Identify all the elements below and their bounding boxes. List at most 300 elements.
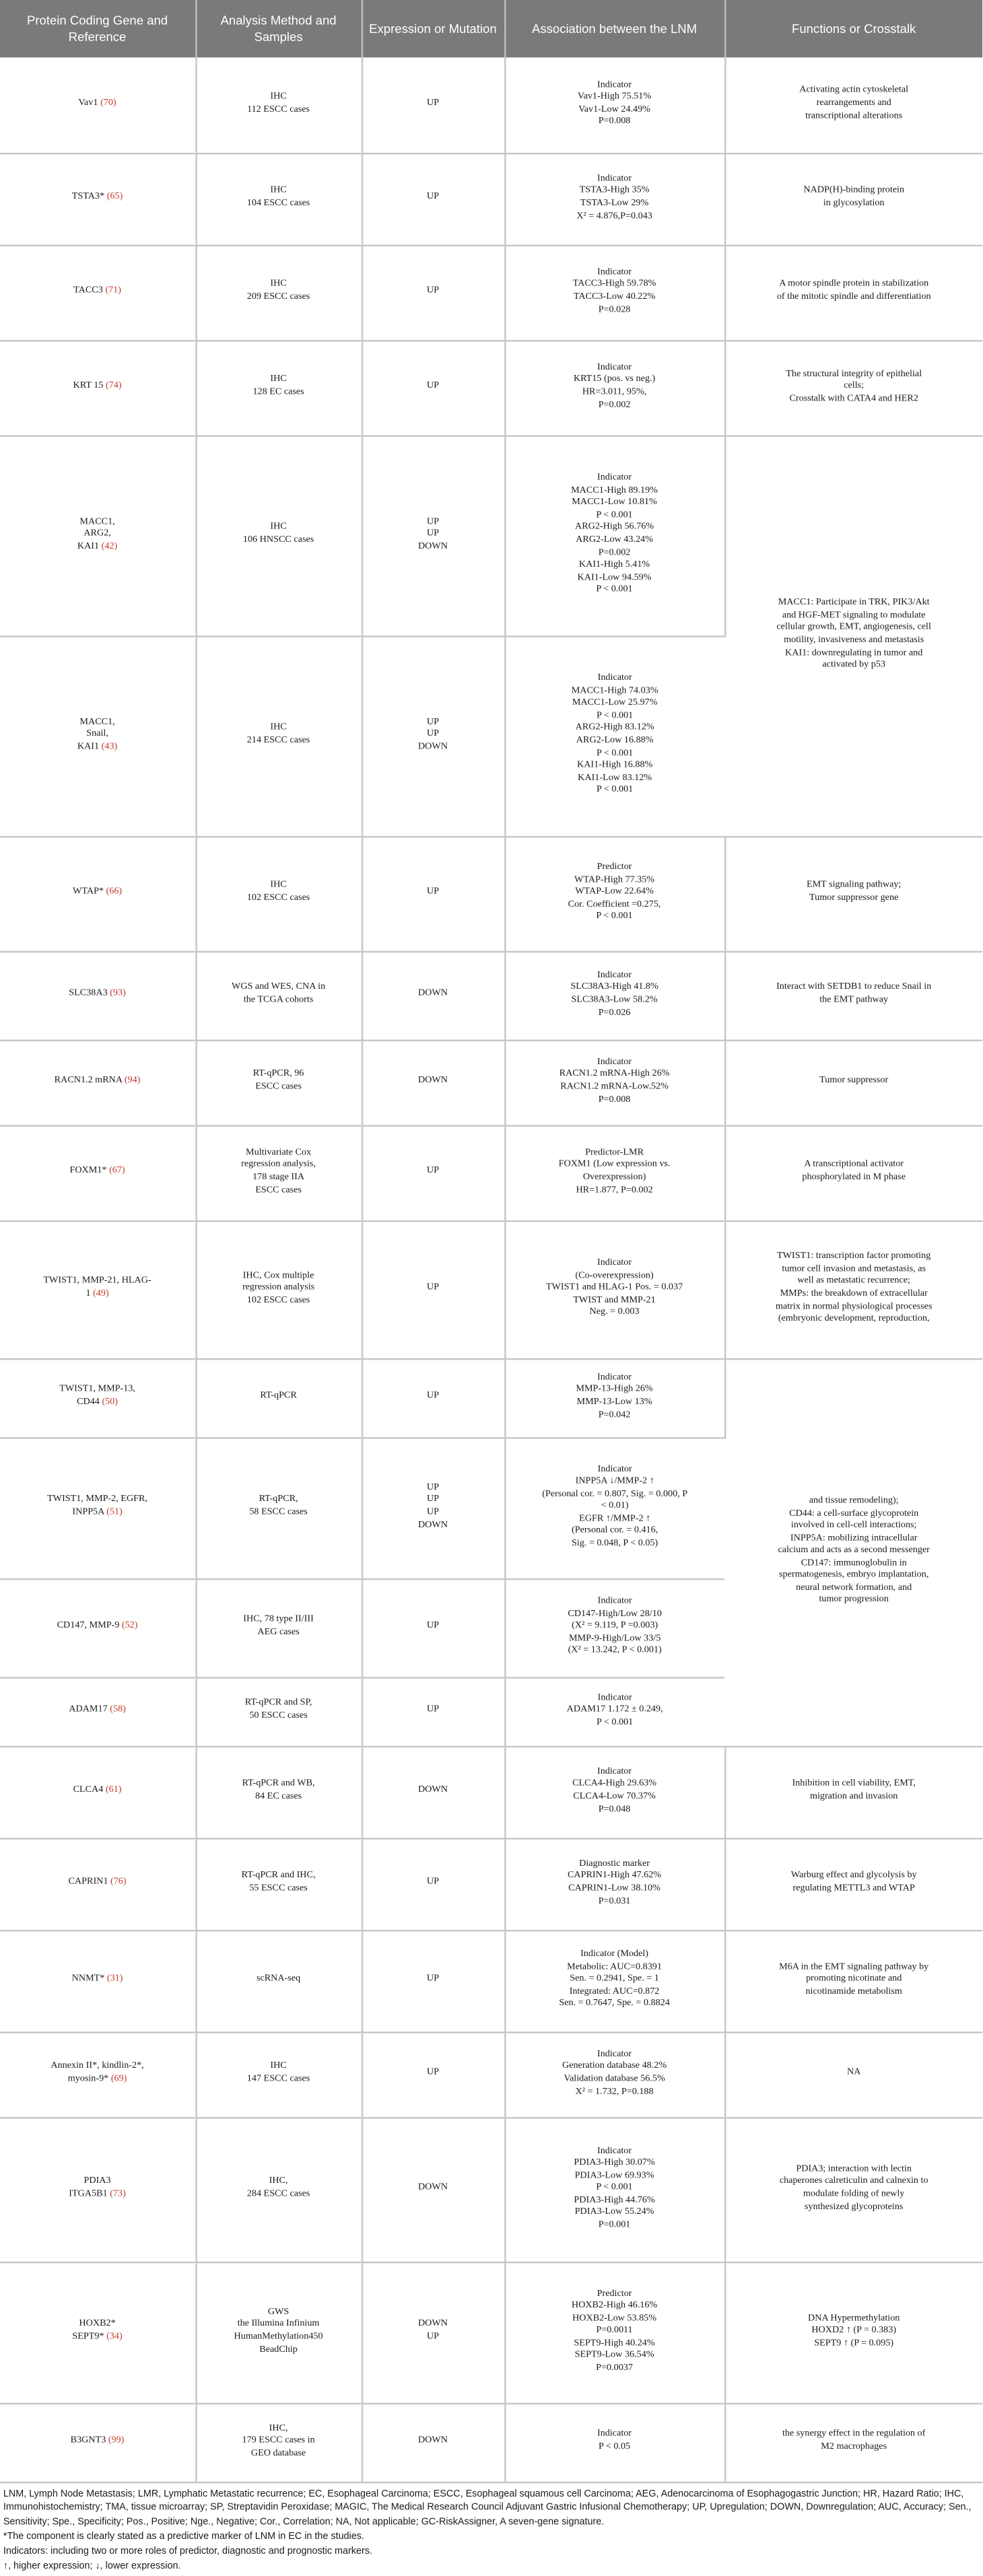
gene-name: KRT 15 [73, 381, 104, 392]
method-cell [195, 2262, 361, 2403]
gene-name: Snail, [86, 729, 108, 740]
expression-value: UP [426, 1705, 439, 1715]
method-line: 84 EC cases [255, 1792, 302, 1802]
function-line: SEPT9 ↑ (P = 0.095) [814, 2338, 894, 2348]
association-line: Indicator [597, 2146, 632, 2156]
expression-value: UP [426, 1283, 439, 1293]
method-line: GWS [267, 2307, 290, 2318]
association-line: Vav1-High 75.51% [577, 92, 652, 102]
function-line: PDIA3; interaction with lectin [796, 2164, 912, 2175]
method-line: WGS and WES, CNA in [231, 983, 326, 993]
association-cell [504, 2403, 724, 2482]
association-line: P=0.028 [598, 304, 631, 315]
association-line: P=0.001 [598, 2220, 631, 2231]
gene-name: ADAM17 [69, 1705, 108, 1715]
expression-value: UP [426, 1974, 439, 1985]
function-line: and tissue remodeling); [809, 1496, 899, 1506]
expression-cell [362, 153, 504, 245]
expression-cell [362, 836, 504, 951]
expression-cell [362, 635, 504, 836]
association-cell [504, 635, 724, 836]
expression-value: UP [426, 717, 439, 728]
association-line: Vav1-Low 24.49% [578, 104, 650, 115]
function-line: KAI1: downregulating in tumor and [785, 648, 923, 658]
expression-cell [362, 2031, 504, 2117]
association-line: Predictor [597, 2289, 632, 2299]
expression-cell [362, 1578, 504, 1677]
association-line: TWIST1 and HLAG-1 Pos. = 0.037 [545, 1283, 683, 1293]
gene-name: ARG2, [83, 529, 111, 539]
method-line: AEG cases [257, 1628, 300, 1638]
association-line: SEPT9-Low 36.54% [574, 2351, 654, 2361]
gene-name: CAPRIN1 [68, 1877, 108, 1888]
table-row [0, 2117, 982, 2262]
association-line: P < 0.001 [596, 911, 633, 922]
association-cell [504, 57, 724, 153]
expression-cell [362, 1838, 504, 1930]
functions-cell [724, 2403, 982, 2482]
gene-cell [0, 436, 195, 636]
gene-name: ITGA5B1 [69, 2189, 108, 2200]
functions-cell [724, 2031, 982, 2117]
method-line: 214 ESCC cases [246, 736, 310, 746]
gene-name: FOXM1* [69, 1166, 107, 1177]
method-cell [195, 153, 361, 245]
expression-value: UP [426, 516, 439, 527]
functions-cell [724, 1930, 982, 2031]
gene-name: WTAP* [72, 887, 104, 897]
function-line: A motor spindle protein in stabilization [779, 279, 929, 290]
function-line: tumor progression [819, 1595, 889, 1605]
association-line: < 0.01) [601, 1501, 629, 1512]
reference-link[interactable]: (73) [110, 2189, 126, 2200]
gene-name-line [5, 2075, 190, 2087]
method-line: 102 ESCC cases [246, 1295, 310, 1306]
association-line: HOXB2-High 46.16% [571, 2301, 658, 2311]
gene-name-line [5, 742, 190, 754]
association-line: Indicator [597, 1692, 632, 1703]
association-line: Indicator [597, 473, 632, 484]
reference-link[interactable]: (99) [108, 2436, 125, 2446]
reference-link[interactable]: (67) [109, 1166, 125, 1177]
method-line: IHC, 78 type II/III [243, 1615, 314, 1626]
gene-name: SLC38A3 [69, 989, 108, 1000]
table-row [0, 245, 982, 341]
association-line: Indicator [597, 2429, 632, 2440]
association-cell [504, 340, 724, 436]
association-line: ARG2-High 56.76% [575, 523, 654, 533]
reference-link[interactable]: (69) [110, 2074, 127, 2085]
expression-value: UP [426, 529, 439, 539]
functions-cell [724, 2117, 982, 2262]
association-line: Predictor-LMR [585, 1148, 644, 1158]
method-line: the TCGA cohorts [243, 995, 314, 1006]
header-gene: Protein Coding Gene and Reference [0, 0, 195, 57]
association-line: HOXB2-Low 53.85% [572, 2313, 657, 2324]
reference-link[interactable]: (70) [100, 98, 116, 109]
association-cell [504, 1838, 724, 1930]
gene-name: TWIST1, MMP-13, [59, 1385, 135, 1395]
association-cell [504, 1358, 724, 1437]
functions-cell [724, 245, 982, 341]
association-line: P=0.031 [598, 1896, 631, 1906]
association-line: SLC38A3-Low 58.2% [571, 995, 658, 1006]
function-line: The structural integrity of epithelial [786, 369, 922, 379]
association-cell [504, 1220, 724, 1358]
association-line: (X² = 13.242, P < 0.001) [568, 1646, 662, 1657]
reference-link[interactable]: (49) [93, 1289, 109, 1300]
method-line: 128 EC cases [252, 387, 304, 398]
association-line: CLCA4-Low 70.37% [573, 1792, 656, 1802]
association-cell [504, 1677, 724, 1745]
function-line: Inhibition in cell viability, EMT, [792, 1779, 916, 1790]
table-row [0, 2031, 982, 2117]
reference-link[interactable]: (58) [110, 1705, 126, 1715]
method-line: 104 ESCC cases [246, 199, 310, 209]
expression-cell [362, 951, 504, 1040]
reference-link[interactable]: (65) [106, 193, 123, 203]
function-line: MMPs: the breakdown of extracellular [780, 1289, 928, 1300]
association-line: P < 0.001 [596, 584, 633, 595]
table-row [0, 1746, 982, 1838]
function-line: involved in cell-cell interactions; [790, 1521, 917, 1531]
method-cell [195, 340, 361, 436]
expression-value: DOWN [417, 1076, 448, 1086]
reference-link[interactable]: (51) [106, 1507, 123, 1518]
association-line: PDIA3-High 44.76% [574, 2195, 655, 2206]
expression-cell [362, 1125, 504, 1220]
reference-link[interactable]: (93) [110, 989, 126, 1000]
association-line: MMP-13-Low 13% [576, 1397, 652, 1408]
expression-value: UP [426, 1391, 439, 1401]
function-line: M6A in the EMT signaling pathway by [779, 1962, 929, 1972]
function-line: INPP5A: mobilizing intracellular [790, 1533, 918, 1543]
gene-cell [0, 245, 195, 341]
association-line: ARG2-High 83.12% [575, 723, 654, 734]
expression-value: DOWN [417, 742, 448, 752]
association-line: WTAP-High 77.35% [574, 874, 655, 885]
reference-link[interactable]: (50) [102, 1397, 118, 1408]
gene-cell [0, 1838, 195, 1930]
association-line: Generation database 48.2% [562, 2062, 667, 2072]
association-cell [504, 1578, 724, 1677]
association-cell [504, 1930, 724, 2031]
gene-name: SEPT9* [72, 2332, 104, 2342]
method-cell [195, 1930, 361, 2031]
expression-cell [362, 1930, 504, 2031]
method-cell [195, 2403, 361, 2482]
footnotes [0, 2482, 982, 2575]
gene-name: myosin-9* [67, 2074, 109, 2085]
function-line: M2 macrophages [821, 2442, 887, 2452]
association-line: P < 0.001 [597, 785, 634, 796]
method-cell [195, 436, 361, 636]
association-line: TWIST and MMP-21 [573, 1295, 656, 1306]
association-line: (Personal cor. = 0.807, Sig. = 0.000, P [542, 1489, 688, 1499]
association-line: ARG2-Low 43.24% [576, 535, 653, 546]
association-line: Indicator [597, 1057, 632, 1068]
method-line: IHC [270, 723, 287, 734]
method-line: IHC [270, 880, 287, 891]
footnote-line: *The component is clearly stated as a predictive marker of LNM in EC in the studies. [3, 2532, 364, 2543]
method-line: HumanMethylation450 [234, 2332, 323, 2342]
gene-name: 1 [86, 1289, 91, 1300]
function-line: phosphorylated in M phase [802, 1173, 906, 1183]
expression-value: UP [426, 887, 439, 897]
association-line: P=0.008 [598, 116, 631, 127]
method-line: regression analysis, [241, 1160, 316, 1171]
association-line: (Personal cor. = 0.416, [572, 1526, 658, 1537]
expression-value: DOWN [417, 2436, 448, 2446]
expression-value: DOWN [417, 541, 448, 552]
association-line: (X² = 9.119, P =0.003) [572, 1621, 658, 1632]
functions-cell [724, 340, 982, 436]
function-line: tumor cell invasion and metastasis, as [782, 1264, 926, 1275]
expression-value: UP [426, 1495, 439, 1506]
functions-cell [724, 1040, 982, 1125]
function-line: Warburg effect and glycolysis by [790, 1871, 917, 1881]
expression-value: UP [426, 729, 439, 740]
function-line: CD44: a cell-surface glycoprotein [789, 1508, 919, 1519]
association-cell [504, 2262, 724, 2403]
reference-link[interactable]: (61) [105, 1785, 122, 1796]
association-line: Neg. = 0.003 [589, 1307, 640, 1318]
method-cell [195, 1746, 361, 1838]
reference-link[interactable]: (31) [106, 1974, 123, 1985]
table-row [0, 1838, 982, 1930]
expression-cell [362, 1437, 504, 1578]
function-line: modulate folding of newly [803, 2189, 905, 2200]
function-line: of the mitotic spindle and differentiation [776, 292, 931, 302]
functions-cell [724, 836, 982, 951]
association-line: P < 0.001 [596, 2183, 633, 2193]
association-line: ARG2-Low 16.88% [576, 736, 654, 746]
method-line: RT-qPCR and WB, [242, 1779, 315, 1790]
expression-cell [362, 1040, 504, 1125]
gene-name: CD147, MMP-9 [57, 1621, 120, 1632]
reference-link[interactable]: (66) [106, 887, 123, 897]
function-line: NADP(H)-binding protein [803, 186, 905, 197]
gene-name-line [5, 1289, 190, 1301]
gene-name: PDIA3 [83, 2177, 111, 2187]
association-cell [504, 836, 724, 951]
expression-value: UP [426, 98, 439, 109]
expression-value: DOWN [417, 1520, 448, 1530]
expression-value: DOWN [417, 1785, 448, 1796]
association-line: RACN1.2 mRNA-Low.52% [560, 1082, 669, 1092]
function-line: transcriptional alterations [805, 110, 903, 121]
method-line: IHC [270, 92, 287, 102]
association-line: SEPT9-High 40.24% [574, 2338, 655, 2348]
gene-name-line [5, 2332, 190, 2344]
function-line: DNA Hypermethylation [808, 2313, 900, 2324]
association-line: CAPRIN1-High 47.62% [567, 1871, 662, 1881]
function-line: the synergy effect in the regulation of [782, 2429, 926, 2440]
functions-cell [724, 153, 982, 245]
gene-name: KAI1 [77, 742, 100, 752]
expression-value: DOWN [417, 989, 448, 1000]
table-row [0, 2403, 982, 2482]
gene-cell [0, 2403, 195, 2482]
gene-name-line [5, 1508, 190, 1520]
association-line: (Co-overexpression) [575, 1270, 654, 1281]
reference-link[interactable]: (34) [106, 2332, 123, 2342]
association-line: Indicator [597, 970, 632, 981]
association-line: HR=1.877, P=0.002 [576, 1185, 653, 1195]
function-line: migration and invasion [809, 1792, 898, 1802]
association-line: P < 0.05 [598, 2442, 631, 2452]
association-line: EGFR ↑/MMP-2 ↑ [579, 1514, 651, 1524]
method-cell [195, 1677, 361, 1745]
gene-cell [0, 1677, 195, 1745]
method-cell [195, 2031, 361, 2117]
method-line: IHC [270, 2062, 287, 2072]
association-line: P < 0.001 [597, 711, 634, 722]
functions-cell [724, 57, 982, 153]
gene-name: TACC3 [73, 286, 103, 296]
gene-cell [0, 1125, 195, 1220]
association-line: Sen. = 0.7647, Spe. = 0.8824 [559, 1999, 670, 2009]
gene-name: TSTA3* [71, 193, 105, 203]
association-line: CAPRIN1-Low 38.10% [568, 1883, 660, 1894]
association-line: CD147-High/Low 28/10 [568, 1609, 662, 1620]
association-line: Cor. Coefficient =0.275, [568, 899, 661, 910]
expression-cell [362, 1220, 504, 1358]
method-cell [195, 245, 361, 341]
association-line: X² = 1.732, P=0.188 [575, 2087, 654, 2097]
method-line: RT-qPCR and SP, [244, 1699, 312, 1709]
expression-value: UP [426, 1507, 439, 1518]
association-line: Metabolic: AUC=0.8391 [567, 1962, 662, 1972]
gene-cell [0, 1437, 195, 1578]
expression-value: UP [426, 1877, 439, 1888]
gene-cell [0, 1040, 195, 1125]
method-line: GEO database [250, 2448, 306, 2459]
association-line: TACC3-High 59.78% [572, 279, 656, 290]
reference-link[interactable]: (52) [121, 1621, 138, 1632]
association-line: Indicator [597, 1258, 632, 1269]
functions-cell [724, 1220, 982, 1358]
footnote-line: Indicators: including two or more roles of predictor, diagnostic and prognostic markers. [3, 2547, 372, 2557]
table-header-row [0, 0, 982, 57]
method-line: 147 ESCC cases [246, 2074, 310, 2085]
method-line: 55 ESCC cases [249, 1883, 308, 1894]
function-line: HOXD2 ↑ (P = 0.383) [811, 2326, 897, 2336]
association-line: FOXM1 (Low expression vs. [558, 1160, 671, 1171]
gene-cell [0, 635, 195, 836]
association-cell [504, 1040, 724, 1125]
gene-name: MACC1, [79, 516, 115, 527]
reference-link[interactable]: (43) [101, 742, 118, 752]
gene-name: B3GNT3 [70, 2436, 106, 2446]
expression-cell [362, 57, 504, 153]
table-row [0, 153, 982, 245]
method-line: 284 ESCC cases [246, 2189, 310, 2200]
association-line: MMP-9-High/Low 33/5 [568, 1634, 661, 1644]
gene-cell [0, 1930, 195, 2031]
functions-cell [724, 1746, 982, 1838]
method-cell [195, 1040, 361, 1125]
expression-value: UP [426, 2332, 439, 2342]
expression-cell [362, 2117, 504, 2262]
function-line: well as metastatic recurrence; [797, 1277, 911, 1287]
gene-cell [0, 57, 195, 153]
association-line: INPP5A ↓/MMP-2 ↑ [575, 1476, 654, 1487]
expression-value: DOWN [417, 2320, 448, 2330]
table-row [0, 1040, 982, 1125]
method-line: ESCC cases [255, 1082, 302, 1092]
reference-link[interactable]: (74) [105, 381, 122, 392]
association-line: TSTA3-Low 29% [580, 199, 649, 209]
expression-cell [362, 340, 504, 436]
method-line: scRNA-seq [256, 1974, 301, 1985]
method-line: 178 stage IIA [252, 1173, 305, 1183]
function-line: chaperones calreticulin and calnexin to [779, 2177, 928, 2187]
reference-link[interactable]: (76) [110, 1877, 127, 1888]
reference-link[interactable]: (94) [124, 1076, 141, 1086]
association-line: P=0.026 [598, 1008, 631, 1018]
association-line: Diagnostic marker [579, 1858, 650, 1869]
association-line: P=0.002 [598, 547, 631, 558]
reference-link[interactable]: (71) [105, 286, 121, 296]
table-row [0, 1220, 982, 1358]
gene-name: HOXB2* [79, 2320, 116, 2330]
function-line: matrix in normal physiological processes [775, 1301, 933, 1312]
expression-cell [362, 1358, 504, 1437]
table-row [0, 1930, 982, 2031]
expression-value: UP [426, 381, 439, 392]
gene-name: TWIST1, MMP-2, EGFR, [47, 1495, 148, 1506]
function-line: promoting nicotinate and [806, 1974, 902, 1985]
association-line: Indicator [597, 1767, 632, 1777]
association-line: KAI1-Low 83.12% [578, 773, 652, 783]
table-row [0, 951, 982, 1040]
expression-cell [362, 2403, 504, 2482]
gene-name: KAI1 [77, 541, 100, 552]
gene-cell [0, 153, 195, 245]
association-line: Indicator [597, 363, 632, 373]
method-cell [195, 1220, 361, 1358]
function-line: cellular growth, EMT, angiogenesis, cell [776, 623, 931, 633]
function-line: in glycosylation [823, 199, 885, 209]
table-row [0, 436, 982, 636]
expression-cell [362, 1746, 504, 1838]
function-line: spermatogenesis, embryo implantation, [779, 1570, 929, 1581]
association-cell [504, 1125, 724, 1220]
footnote-line: LNM, Lymph Node Metastasis; LMR, Lymphatic Metastatic recurrence; EC, Esophageal Carcinoma; ESCC, Esophageal squamous cell Carcinoma; AEG, Adenocarcinoma of Esophagogastric Junction; HR, Hazard Ratio; IHC, Immunohistochemistry; TMA, tissue microarray; SP, Streptavidin Peroxidase; MAGIC, The Medical Research Council Adjuvant Gastric Infusional Chemotherapy; UP, Upregulation; DOWN, Downregulation; AUC, Accuracy; Sen., Sensitivity; Spe., Specificity; Pos., Positive; Nge., Negative; Cor., Correlation; NA, Not applicable; GC-RiskAssigner, A seven-gene signature. [3, 2488, 972, 2528]
function-line: Crosstalk with CATA4 and HER2 [789, 394, 918, 404]
association-line: P=0.002 [598, 400, 631, 410]
function-line: activated by p53 [822, 660, 885, 670]
method-line: IHC [270, 279, 287, 290]
association-line: P < 0.001 [597, 1717, 634, 1728]
association-line: P=0.008 [598, 1094, 631, 1105]
method-line: 58 ESCC cases [249, 1507, 308, 1518]
method-cell [195, 1437, 361, 1578]
association-line: Indicator [597, 1464, 632, 1475]
gene-cell [0, 1220, 195, 1358]
table-row [0, 836, 982, 951]
expression-value: DOWN [417, 2183, 448, 2193]
association-line: P < 0.001 [596, 510, 633, 521]
association-line: P=0.0011 [596, 2326, 633, 2336]
reference-link[interactable]: (42) [101, 541, 118, 552]
method-line: RT-qPCR, [259, 1495, 298, 1506]
footnote-line: ↑, higher expression; ↓, lower expression. [3, 2561, 181, 2572]
expression-value: UP [426, 1483, 439, 1493]
association-line: P=0.0037 [596, 2363, 633, 2373]
association-line: TACC3-Low 40.22% [573, 292, 656, 302]
